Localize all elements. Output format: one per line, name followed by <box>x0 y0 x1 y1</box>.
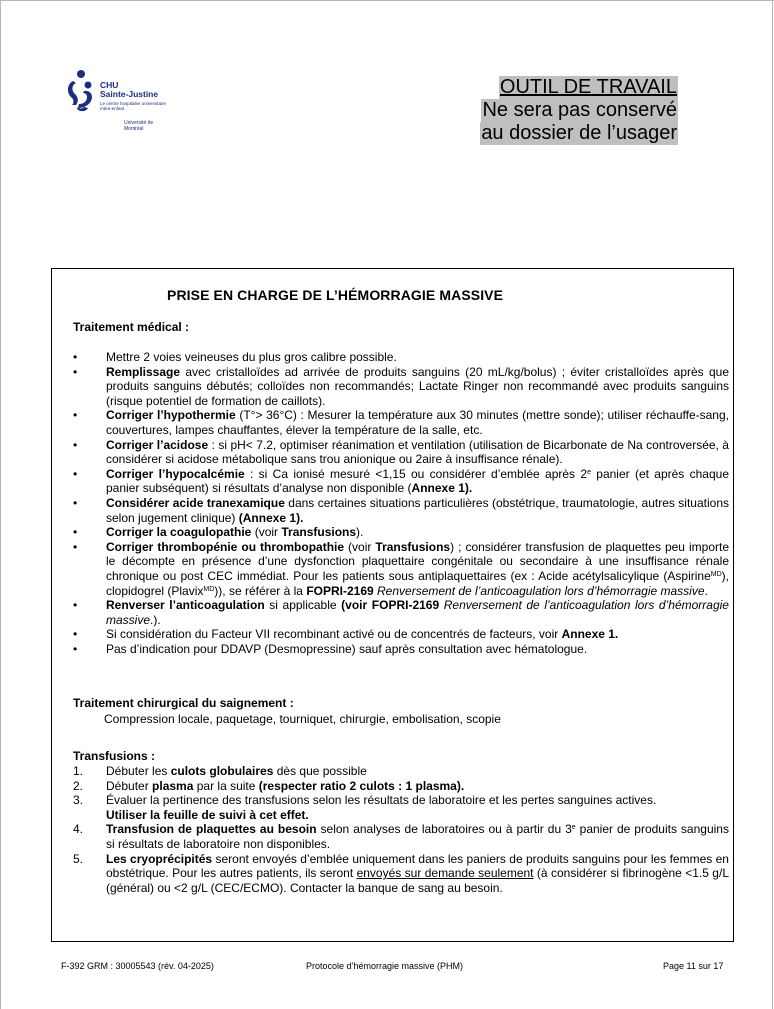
logo-name-text: Sainte-Justine <box>100 89 159 99</box>
list-item: 3. Évaluer la pertinence des transfusions selon les résultats de laboratoire et les pertes sanguines actives. Utiliser la feuille de suivi à cet effet. <box>73 793 657 822</box>
stamp-line-1: OUTIL DE TRAVAIL <box>499 76 677 98</box>
list-item: • Corriger l’acidose : si pH< 7.2, optimiser réanimation et ventilation (utilisation de Bicarbonate de Na controversée, à considérer si acidose métabolique sans trou anionique ou 2aire à insuffisance rénale). <box>73 437 729 467</box>
list-item: 2. Débuter plasma par la suite (respecter ratio 2 culots : 1 plasma). <box>73 778 465 793</box>
logo-subtitle: Le centre hospitalier universitaire mère-enfant <box>100 101 167 111</box>
list-item: • Remplissage avec cristalloïdes ad arrivée de produits sanguins (20 mL/kg/bolus) ; éviter cristalloïdes après que produits sanguins débutés; colloïdes non recommandés; Lactate Ringer non recommandé avec produits sanguins (risque potentiel de formation de caillots). <box>73 364 729 408</box>
list-item: • Si considération du Facteur VII recombinant activé ou de concentrés de facteurs, voir Annexe 1. <box>73 627 619 642</box>
stamp-line-3: au dossier de l’usager <box>481 122 677 144</box>
footer-code: F-392 GRM : 30005543 (rév. 04-2025) <box>61 961 214 971</box>
list-item: 1. Débuter les culots globulaires dès que possible <box>73 764 367 778</box>
list-item: • Corriger l’hypocalcémie : si Ca ionisé mesuré <1,15 ou considérer d’emblée après 2e panier (et après chaque panier subséquent) si résultats d’analyse non disponible (Annexe 1). <box>73 466 729 496</box>
chu-sainte-justine-logo <box>64 68 174 138</box>
footer-page-number: Page 11 sur 17 <box>663 961 724 971</box>
page-title: PRISE EN CHARGE DE L’HÉMORRAGIE MASSIVE <box>167 287 504 303</box>
page-edge-top <box>0 0 774 1</box>
list-item: • Corriger l’hypothermie (T°> 36°C) : Mesurer la température aux 30 minutes (mettre sonde); utiliser réchauffe-sang, couvertures, lampes chauffantes, élever la température de la salle, etc. <box>73 408 729 437</box>
surgical-heading: Traitement chirurgical du saignement : <box>73 696 294 710</box>
medical-list <box>73 350 729 656</box>
medical-heading: Traitement médical : <box>73 320 190 334</box>
logo-mark-icon <box>64 68 98 114</box>
list-item: 5. Les cryoprécipités seront envoyés d’emblée uniquement dans les paniers de produits sanguins pour les femmes en obstétrique. Pour les autres patients, ils seront envoyés sur demande seulement (à considérer si fibrinogène <1.5 g/L (général) ou <2 g/L (CEC/ECMO). Contacter la banque de sang au besoin. <box>73 851 729 895</box>
list-item: • Considérer acide tranexamique dans certaines situations particulières (obstétrique, traumatologie, autres situations selon jugement clinique) (Annexe 1). <box>73 495 729 525</box>
footer-title: Protocole d’hémorragie massive (PHM) <box>306 961 464 971</box>
list-item: • Renverser l’anticoagulation si applicable (voir FOPRI-2169 Renversement de l’anticoagulation lors d’hémorragie massive.). <box>73 598 729 627</box>
protocol-box <box>51 268 734 942</box>
list-item: • Corriger thrombopénie ou thrombopathie (voir Transfusions) ; considérer transfusion de plaquettes peu importe le décompte en présence d’une dysfonction plaquettaire congénitale ou secondaire à une insuffisance rénale chronique ou post CEC immédiat. Pour les patients sous antiplaquettaires (ex : Acide acétylsalicylique (Aspirine$^{MD}$), clopidogrel (Plavix$^{MD}$)), se référer à la FOPRI-2169 Renversement de l’anticoagulation lors d’hémorragie massive. <box>73 539 730 598</box>
logo-university: Université de Montréal <box>124 120 154 132</box>
page-edge-left <box>0 0 1 1009</box>
work-tool-stamp <box>480 76 678 145</box>
transfusions-heading: Transfusions : <box>73 749 156 763</box>
page-edge-right <box>772 0 773 1009</box>
transfusions-list <box>73 764 729 895</box>
list-item: 4. Transfusion de plaquettes au besoin selon analyses de laboratoires ou à partir du 3e panier de produits sanguins si résultats de laboratoire non disponibles. <box>73 822 729 851</box>
surgical-text: Compression locale, paquetage, tourniquet, chirurgie, embolisation, scopie <box>104 712 501 726</box>
stamp-line-2: Ne sera pas conservé <box>482 99 677 121</box>
logo-chu-text: CHU <box>100 80 119 90</box>
list-item: • Pas d’indication pour DDAVP (Desmopressine) sauf après consultation avec hématologue. <box>73 641 588 656</box>
list-item: • Corriger la coagulopathie (voir Transfusions). <box>73 525 364 540</box>
list-item: • Mettre 2 voies veineuses du plus gros calibre possible. <box>73 350 397 364</box>
